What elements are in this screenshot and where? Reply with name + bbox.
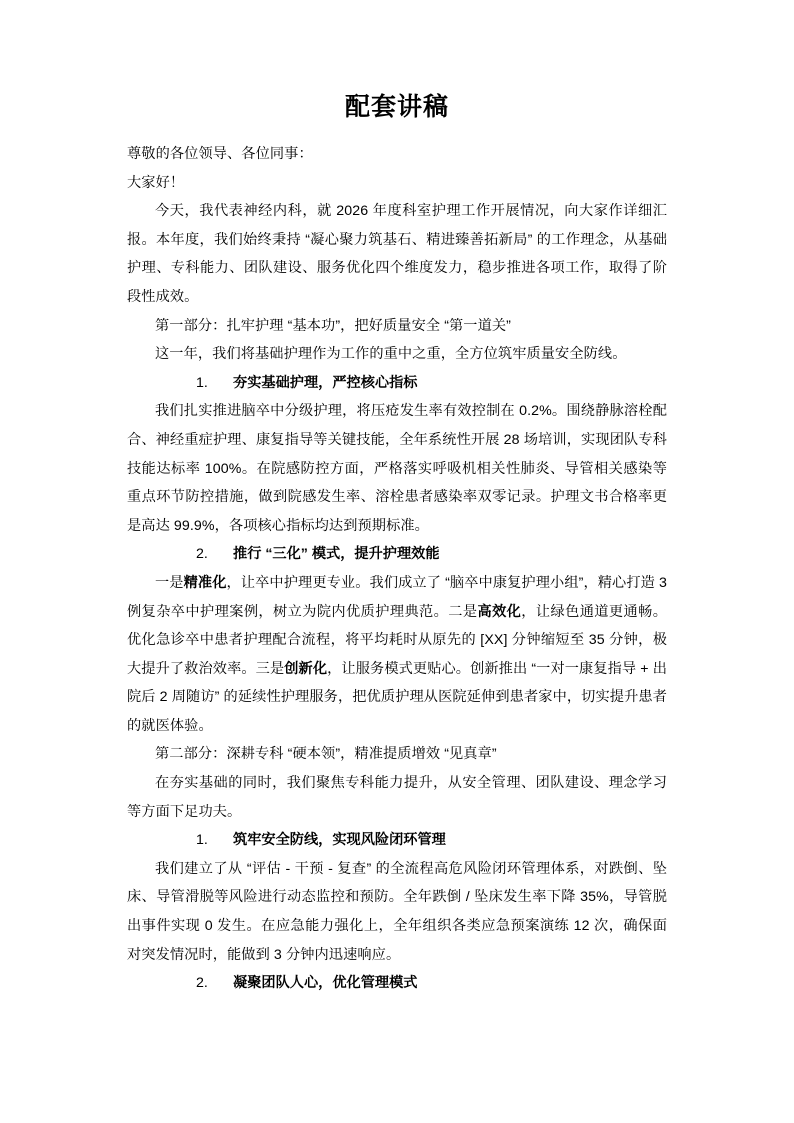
section-two-item-1-heading [127, 826, 667, 855]
body-text: 一是 [155, 574, 184, 591]
section-two-item-2-heading [127, 969, 667, 998]
salutation-line: 尊敬的各位领导、各位同事： [127, 146, 313, 162]
list-item-title: 筑牢安全防线，实现风险闭环管理 [233, 832, 446, 849]
list-number: 1. [196, 374, 208, 391]
list-item-title: 推行 “三化” 模式，提升护理效能 [233, 546, 440, 563]
document-content [127, 0, 667, 998]
page-title [127, 0, 667, 140]
list-number: 2. [196, 546, 208, 563]
body-text: ，让服务模式更贴心。创新推出 “一对一康复指导 + 出院后 2 周随访” 的延续性护理服务，把优质护理从医院延伸到患者家中，切实提升患者的就医体验。 [127, 660, 667, 734]
list-item-title: 夯实基础护理，严控核心指标 [233, 374, 418, 391]
section-one-heading: 第一部分：扎牢护理 “基本功”，把好质量安全 “第一道关” [155, 317, 511, 334]
body-text: ，让卒中护理更专业。我们成立了 “脑卒中康复护理小组”，精心打造 3 例复杂卒中护理案例，树立为院内优质护理典范。二是 [127, 574, 667, 620]
section-two-lead: 在夯实基础的同时，我们聚焦专科能力提升，从安全管理、团队建设、理念学习等方面下足功夫。 [127, 775, 667, 820]
section-one-item-1-body: 我们扎实推进脑卒中分级护理，将压疮发生率有效控制在 0.2%。围绕静脉溶栓配合、神经重症护理、康复指导等关键技能，全年系统性开展 28 场培训，实现团队专科技能达标率 100%。在院感防控方面，严格落实呼吸机相关性肺炎、导管相关感染等重点环节防控措施，做到院感发生率、溶栓患者感染率双零记录。护理文书合格率更是高达 99.9%，各项核心指标均达到预期标准。 [127, 403, 667, 534]
page-title-text: 配套讲稿 [344, 93, 449, 121]
section-one-item-1-heading [127, 369, 667, 398]
list-number: 1. [196, 832, 208, 849]
emphasis-text: 高效化 [477, 603, 522, 620]
section-two-heading: 第二部分：深耕专科 “硬本领”，精准提质增效 “见真章” [155, 746, 497, 763]
list-number: 2. [196, 975, 208, 992]
section-one-lead: 这一年，我们将基础护理作为工作的重中之重，全方位筑牢质量安全防线。 [155, 346, 627, 363]
greeting-line: 大家好！ [127, 174, 185, 191]
opening-paragraph: 今天，我代表神经内科，就 2026 年度科室护理工作开展情况，向大家作详细汇报。本年度，我们始终秉持 “凝心聚力筑基石、精进臻善拓新局” 的工作理念，从基础护理、专科能力、团队建设、服务优化四个维度发力，稳步推进各项工作，取得了阶段性成效。 [127, 203, 667, 305]
body-text: ，让绿色通道更通畅。优化急诊卒中患者护理配合流程，将平均耗时从原先的 [XX] 分钟缩短至 35 分钟，极大提升了救治效率。三是 [127, 603, 667, 677]
section-one-item-2-body [127, 569, 667, 741]
section-two-item-1-body: 我们建立了从 “评估 - 干预 - 复查” 的全流程高危风险闭环管理体系，对跌倒、坠床、导管滑脱等风险进行动态监控和预防。全年跌倒 / 坠床发生率下降 35%，导管脱出事件实现 0 发生。在应急能力强化上，全年组织各类应急预案演练 12 次，确保面对突发情况时，能做到 3 分钟内迅速响应。 [127, 860, 667, 963]
list-item-title: 凝聚团队人心，优化管理模式 [233, 975, 418, 992]
emphasis-text: 精准化 [183, 574, 227, 591]
emphasis-text: 创新化 [284, 660, 328, 677]
section-one-item-2-heading [127, 540, 667, 569]
